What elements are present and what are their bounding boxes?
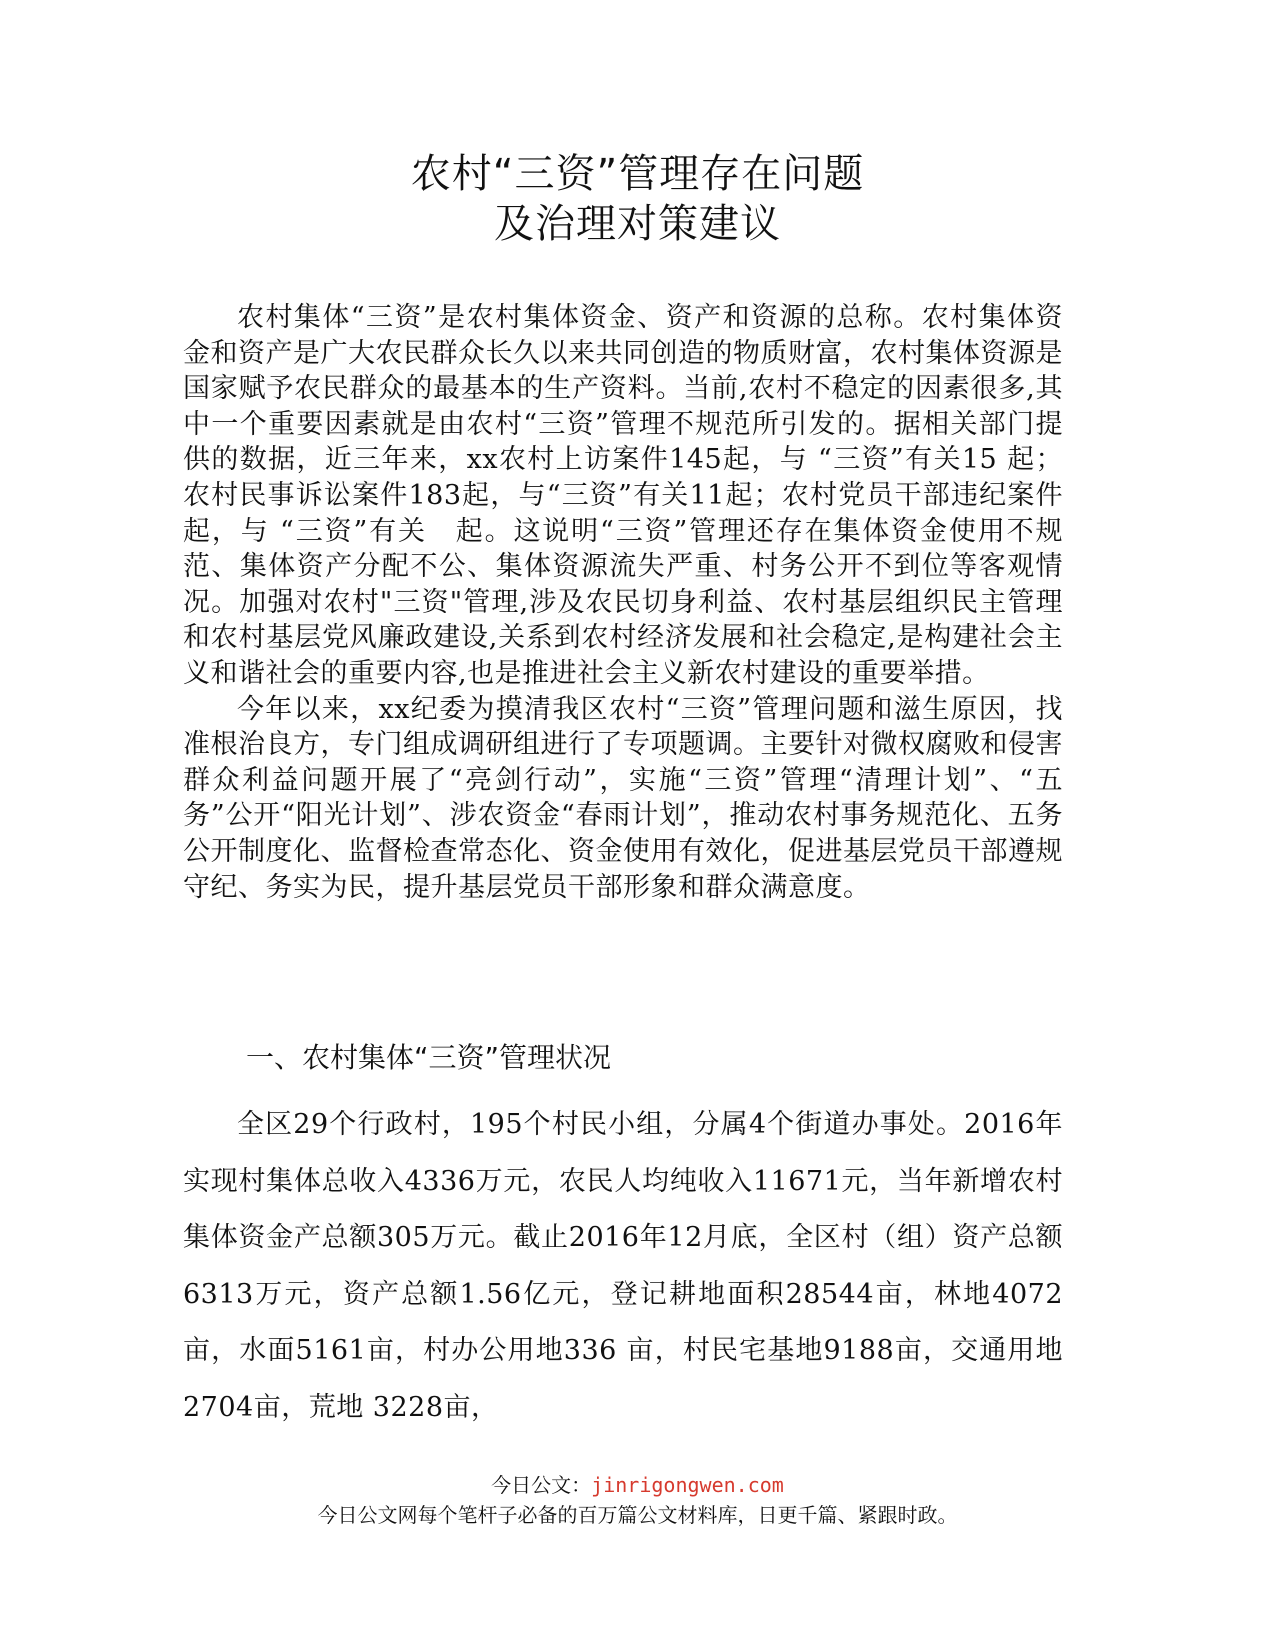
section-heading-1: 一、农村集体“三资”管理状况 [246, 1041, 612, 1074]
footer-slogan: 今日公文网每个笔杆子必备的百万篇公文材料库，日更千篇、紧跟时政。 [317, 1503, 958, 1527]
document-title-line1: 农村“三资”管理存在问题 [410, 151, 865, 197]
section-paragraph-1: 全区29个行政村，195个村民小组，分属4个街道办事处。2016年实现村集体总收入4336万元，农民人均纯收入11671元，当年新增农村集体资金产总额305万元。截止2016年12月底，全区村（组）资产总额 6313万元，资产总额1.56亿元，登记耕地面积28544亩，林地4072 亩，水面5161亩，村办公用地336 亩，村民宅基地9188亩，交通用地2704亩，荒地 3228亩， [183, 1109, 1063, 1423]
document-title-line2: 及治理对策建议 [494, 201, 781, 247]
footer-site-url[interactable]: jinrigongwen.com [591, 1473, 784, 1497]
footer-source-label: 今日公文： [491, 1473, 592, 1497]
body-paragraph-2: 今年以来，xx纪委为摸清我区农村“三资”管理问题和滋生原因，找准根治良方，专门组成调研组进行了专项题调。主要针对微权腐败和侵害群众利益问题开展了“亮剑行动”，实施“三资”管理“清理计划”、“五务”公开“阳光计划”、涉农资金“春雨计划”，推动农村事务规范化、五务公开制度化、监督检查常态化、资金使用有效化，促进基层党员干部遵规守纪、务实为民，提升基层党员干部形象和群众满意度。 [183, 693, 1063, 903]
body-paragraph-1: 农村集体“三资”是农村集体资金、资产和资源的总称。农村集体资金和资产是广大农民群众长久以来共同创造的物质财富，农村集体资源是国家赋予农民群众的最基本的生产资料。当前,农村不稳定的因素很多,其中一个重要因素就是由农村“三资”管理不规范所引发的。据相关部门提供的数据，近三年来，xx农村上访案件145起，与 “三资”有关15 起；农村民事诉讼案件183起，与“三资”有关11起；农村党员干部违纪案件 起，与 “三资”有关 起。这说明“三资”管理还存在集体资金使用不规范、集体资产分配不公、集体资源流失严重、村务公开不到位等客观情况。加强对农村"三资"管理,涉及农民切身利益、农村基层组织民主管理和农村基层党风廉政建设,关系到农村经济发展和社会稳定,是构建社会主义和谐社会的重要内容,也是推进社会主义新农村建设的重要举措。 [183, 302, 1091, 689]
document-body [183, 300, 1091, 905]
section-body-1 [183, 1097, 1063, 1436]
footer-source-line [0, 1471, 1275, 1499]
